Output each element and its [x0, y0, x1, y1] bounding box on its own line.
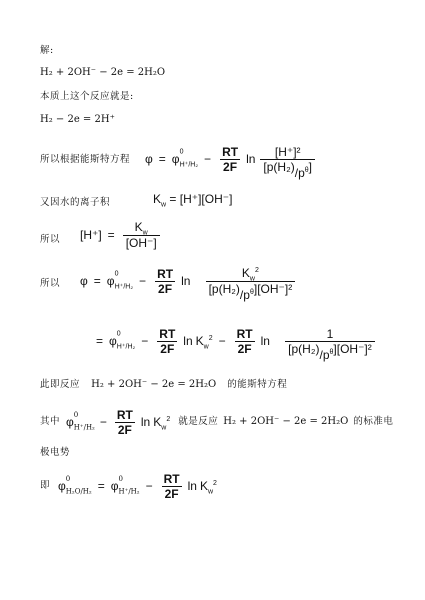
electrode-potential-text: 极电势 [40, 447, 71, 458]
expanded-equation: = φ $^0$ $_{H^+/H_2}$ − $\frac{RT}{2F}$ ln $K_w^2$ − $\frac{RT}{2F}$ ln $\frac{1}{[p(H_2)/p^\theta][OH^-]^2}$ [96, 316, 387, 366]
substituted-equation: φ = φ $^0$ $_{H^+/H_2}$ − $\frac{RT}{2F}$ ln $\frac{K_w^2}{[p(H_2)/p^\theta][OH^-]^2}$ [80, 256, 307, 306]
reaction-equation: H₂ + 2OH⁻ − 2e = 2H₂O [40, 67, 166, 78]
standard-potential-line: 其中 φ $^0$ $_{H^+/H_2}$ − $\frac{RT}{2F}$ ln $K_w^2$ 就是反应 H₂ + 2OH⁻ − 2e = 2H₂O 的标准电 [40, 407, 394, 437]
phi-symbol: φ [145, 152, 153, 166]
essence-text: 本质上这个反应就是: [40, 91, 134, 102]
so-text-2: 所以 [40, 278, 61, 289]
half-reaction: H₂ − 2e = 2H⁺ [40, 114, 115, 125]
nernst-fraction: $\frac{\text{[H⁺]²}}{[p(H_2)/p^\theta]}$ [260, 146, 315, 173]
this-is-line: 此即反应 H₂ + 2OH⁻ − 2e = 2H₂O 的能斯特方程 [40, 379, 288, 390]
rt-over-2f: $\frac{RT}{2F}$ [219, 146, 241, 173]
so-text-1: 所以 [40, 234, 61, 245]
kw-intro-text: 又因水的离子积 [40, 197, 111, 208]
nernst-intro-text: 所以根据能斯特方程 [40, 154, 131, 165]
answer-label: 解: [40, 45, 54, 56]
kw-definition: $K_w = [H^+][OH^-]$ [153, 192, 233, 209]
nernst-equation: φ = φ $^0$ $_{H^+/H_2}$ − $\frac{RT}{2F}$ ln $\frac{\text{[H⁺]²}}{[p(H_2)/p^\theta]}$ [145, 135, 317, 183]
hplus-expression: [H⁺] = $\frac{K_w}{[OH^-]}$ [80, 216, 162, 254]
final-equation: 即 φ $^0$ $_{H_2O/H_2}$ = φ $^0$ $_{H^+/H_2}$ − $\frac{RT}{2F}$ ln $K_w^2$ [40, 471, 217, 501]
